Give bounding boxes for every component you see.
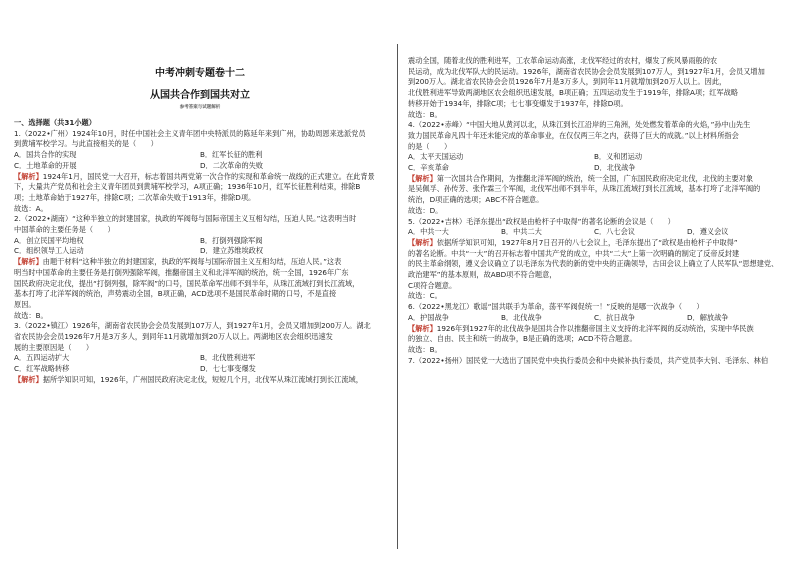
- options-row: [14, 150, 386, 161]
- page-subtitle: 从国共合作到国共对立: [150, 90, 250, 101]
- analysis-tag: 【解析】: [14, 374, 43, 384]
- answer: 故选：B。: [408, 344, 442, 354]
- question-stem: 中国革命的主要任务是（ ）: [14, 225, 115, 235]
- question-stem: 的是（ ）: [408, 141, 452, 151]
- options-row: [14, 364, 386, 375]
- option-b: B．红军长征的胜利: [200, 150, 263, 160]
- analysis-tag: 【解析】: [14, 171, 43, 181]
- options-row: [408, 163, 780, 174]
- explanation-text: 原因。: [14, 299, 36, 309]
- option-d: D．七七事变爆发: [200, 364, 256, 374]
- option-b: B．中共二大: [501, 227, 542, 237]
- question-stem: 4.（2022•赤峰）“中国大地从黄河以北，从珠江到长江沿岸的三角洲，处处燃发着革命的火焰，”孙中山先生: [408, 120, 751, 130]
- explanation-text: 下，大量共产党员和社会主义青年团员到黄埔军校学习，A项正确；1936年10月，红军长征胜利结束，排除B: [14, 182, 361, 192]
- answer: 故选：A。: [14, 203, 48, 213]
- explanation-text: 民运动，成为北伐军队大的民运动。1926年，湖南省农民协会会员发展到107万人，到1927年1月，会员又增加: [408, 66, 765, 76]
- explanation-text: 1926年到1927年的北伐战争是国共合作以推翻帝国主义支持的北洋军阀的反动统治，实现中华民族: [436, 323, 754, 333]
- analysis-tag: 【解析】: [14, 257, 43, 267]
- option-d: D．北伐战争: [594, 163, 636, 173]
- answer: 故选：C。: [408, 291, 442, 301]
- explanation-text: 转移开始于1934年，排除C项；七七事变爆发于1937年，排除D项。: [408, 98, 628, 108]
- explanation-text: 统治，D项正确的选项；ABC不符合题意。: [408, 195, 544, 205]
- option-b: B．打倒列强除军阀: [200, 235, 263, 245]
- explanation-text: 的独立、自由、民主和统一的战争，B是正确的选项；ACD不符合题意。: [408, 334, 637, 344]
- question-6: [408, 302, 780, 356]
- option-b: B．北伐胜利进军: [200, 353, 256, 363]
- explanation-text: 项；土地革命始于1927年，排除C项；二次革命失败于1913年，排除D项。: [14, 192, 256, 202]
- option-c: C．辛亥革命: [408, 163, 449, 173]
- explanation: [408, 238, 780, 249]
- option-d: D．解放战争: [687, 312, 729, 322]
- explanation-text: 1924年1月，国民党一大召开，标志着国共两党第一次合作的实现和革命统一战线的正式建立。在此背景: [42, 171, 375, 181]
- question-1: [14, 129, 386, 215]
- question-stem: 6.（2022•黑龙江）歌谣“国共联手为革命，荡平军阀促统一！”反映的是哪一次战争（ ）: [408, 302, 704, 312]
- option-b: B．北伐战争: [501, 312, 542, 322]
- explanation-text: C项符合题意。: [408, 280, 457, 290]
- left-column: [14, 118, 386, 386]
- explanation-text: 基本打垮了北洋军阀的统治，声势震动全国，B项正确，ACD选项不是国民革命时期的口号，不是直接: [14, 289, 337, 299]
- options-row: [14, 353, 386, 364]
- question-2: [14, 214, 386, 321]
- explanation-text: 第一次国共合作期间，为推翻北洋军阀的统治，统一全国，广东国民政府决定北伐，北伐的主要对象: [436, 173, 754, 183]
- option-c: C．土地革命的开展: [14, 160, 77, 170]
- option-c: C．八七会议: [594, 227, 635, 237]
- question-3: [14, 321, 386, 385]
- option-c: C．抗日战争: [594, 312, 635, 322]
- analysis-tag: 【解析】: [408, 237, 437, 247]
- explanation: [14, 172, 386, 183]
- analysis-tag: 【解析】: [408, 323, 437, 333]
- explanation-text: 的民主革命纲领，遵义会议确立了以毛泽东为代表的新的党中央的正确领导，古田会议上确立了人民军队“思想建党、政治建军”的基本原则，故ABD项不符合题意，: [408, 259, 779, 280]
- question-3-continued: [408, 56, 780, 120]
- options-row: [14, 236, 386, 247]
- question-stem: 1.（2022•广州）1924年10月，时任中国社会主义青年团中央特派员的陈延年来到广州，协助周恩来选派党员: [14, 128, 366, 138]
- question-stem: 3.（2022•镇江）1926年，湖南省农民协会会员发展到107万人，到1927年1月，会员又增加到200万人。湖北: [14, 321, 371, 331]
- question-stem: 省农民协会会员1926年7月是3万多人，到同年11月就增加到20万人以上。两湖地区农会组织迅速发: [14, 332, 333, 342]
- explanation: [14, 375, 386, 386]
- right-column: [408, 56, 780, 366]
- option-a: A．创立民国平均地权: [14, 235, 84, 245]
- option-d: D．建立苏维埃政权: [200, 246, 264, 256]
- answer: 故选：D。: [408, 205, 443, 215]
- option-d: D．遵义会议: [687, 227, 729, 237]
- explanation-text: 国民政府决定北伐，提出“打倒列强，除军阀”的口号，国民革命军出师不到半年，从珠江流域打到长江流域，: [14, 278, 360, 288]
- question-stem: 到黄埔军校学习。与此直接相关的是（ ）: [14, 139, 158, 149]
- analysis-tag: 【解析】: [408, 173, 437, 183]
- explanation-text: 到200万人。湖北省农民协会会员1926年7月是3万多人，到同年11月就增加到20万人以上。因此，: [408, 77, 727, 87]
- question-stem: 致力国民革命凡四十年还未能完成的革命事业，在仅仅两三年之内，获得了巨大的成就。”以上材料所指会: [408, 130, 739, 140]
- option-d: D．二次革命的失败: [200, 160, 264, 170]
- options-row: [14, 161, 386, 172]
- options-row: [14, 246, 386, 257]
- option-a: A．护国战争: [408, 312, 449, 322]
- explanation-text: 的著名论断。中共“一大”的召开标志着中国共产党的成立，中共“二大”上第一次明确的制定了反帝反封建: [408, 248, 740, 258]
- option-a: A．国共合作的实现: [14, 150, 77, 160]
- question-5: [408, 217, 780, 303]
- option-c: C．红军战略转移: [14, 364, 70, 374]
- column-divider: [397, 44, 398, 549]
- option-a: A．中共一大: [408, 227, 449, 237]
- answer: 故选：B。: [14, 310, 48, 320]
- explanation-text: 由题干材料“这种半独立的封建国家，执政的军阀每与国际帝国主义互相勾结，压迫人民。”这表: [42, 257, 342, 267]
- explanation-text: 是吴佩孚、孙传芳、张作霖三个军阀，北伐军出师不到半年，从珠江流域打到长江流域，基本打垮了北洋军阀的: [408, 184, 761, 194]
- options-row: [408, 313, 780, 324]
- explanation-text: 依据所学知识可知，1927年8月7日召开的八七会议上，毛泽东提出了“政权是由枪杆子中取得”: [436, 237, 738, 247]
- answer-note: 参考答案与试题解析: [179, 105, 221, 110]
- explanation-text: 北伐胜利进军导致两湖地区农会组织迅速发展，B项正确；五四运动发生于1919年，排除A项；红军战略: [408, 88, 739, 98]
- question-stem: 展的主要原因是（ ）: [14, 342, 94, 352]
- explanation: [408, 174, 780, 185]
- option-c: C．组织领导工人运动: [14, 246, 84, 256]
- option-b: B．义和团运动: [594, 152, 643, 162]
- explanation-text: 震动全国，随着北伐的胜利进军，工农革命运动高涨，北伐军经过的农村，爆发了疾风暴雨般的农: [408, 56, 718, 65]
- question-stem: 5.（2022•吉林）毛泽东提出“政权是由枪杆子中取得”的著名论断的会议是（ ）: [408, 216, 675, 226]
- explanation-text: 明当时中国革命的主要任务是打倒列强除军阀，推翻帝国主义和北洋军阀的统治，统一全国，1926年广东: [14, 267, 349, 277]
- option-a: A．五四运动扩大: [14, 353, 70, 363]
- question-stem: 7.（2022•扬州）国民党一大选出了国民党中央执行委员会和中央候补执行委员，共产党员李大钊、毛泽东、林伯: [408, 355, 769, 365]
- page-title: 中考冲刺专题卷十二: [155, 68, 245, 79]
- explanation-text: 据所学知识可知，1926年，广州国民政府决定北伐，短短几个月，北伐军从珠江流域打到长江流域，: [42, 374, 363, 384]
- options-row: [408, 227, 780, 238]
- option-a: A．太平天国运动: [408, 152, 464, 162]
- question-4: [408, 120, 780, 216]
- options-row: [408, 152, 780, 163]
- question-stem: 2.（2022•湖南）“这种半独立的封建国家，执政的军阀每与国际帝国主义互相勾结，压迫人民。”这表明当时: [14, 214, 357, 224]
- explanation: [14, 257, 386, 268]
- section-heading: 一、选择题（共31小题）: [14, 118, 96, 127]
- explanation: [408, 324, 780, 335]
- answer: 故选：B。: [408, 109, 442, 119]
- question-7: [408, 356, 780, 367]
